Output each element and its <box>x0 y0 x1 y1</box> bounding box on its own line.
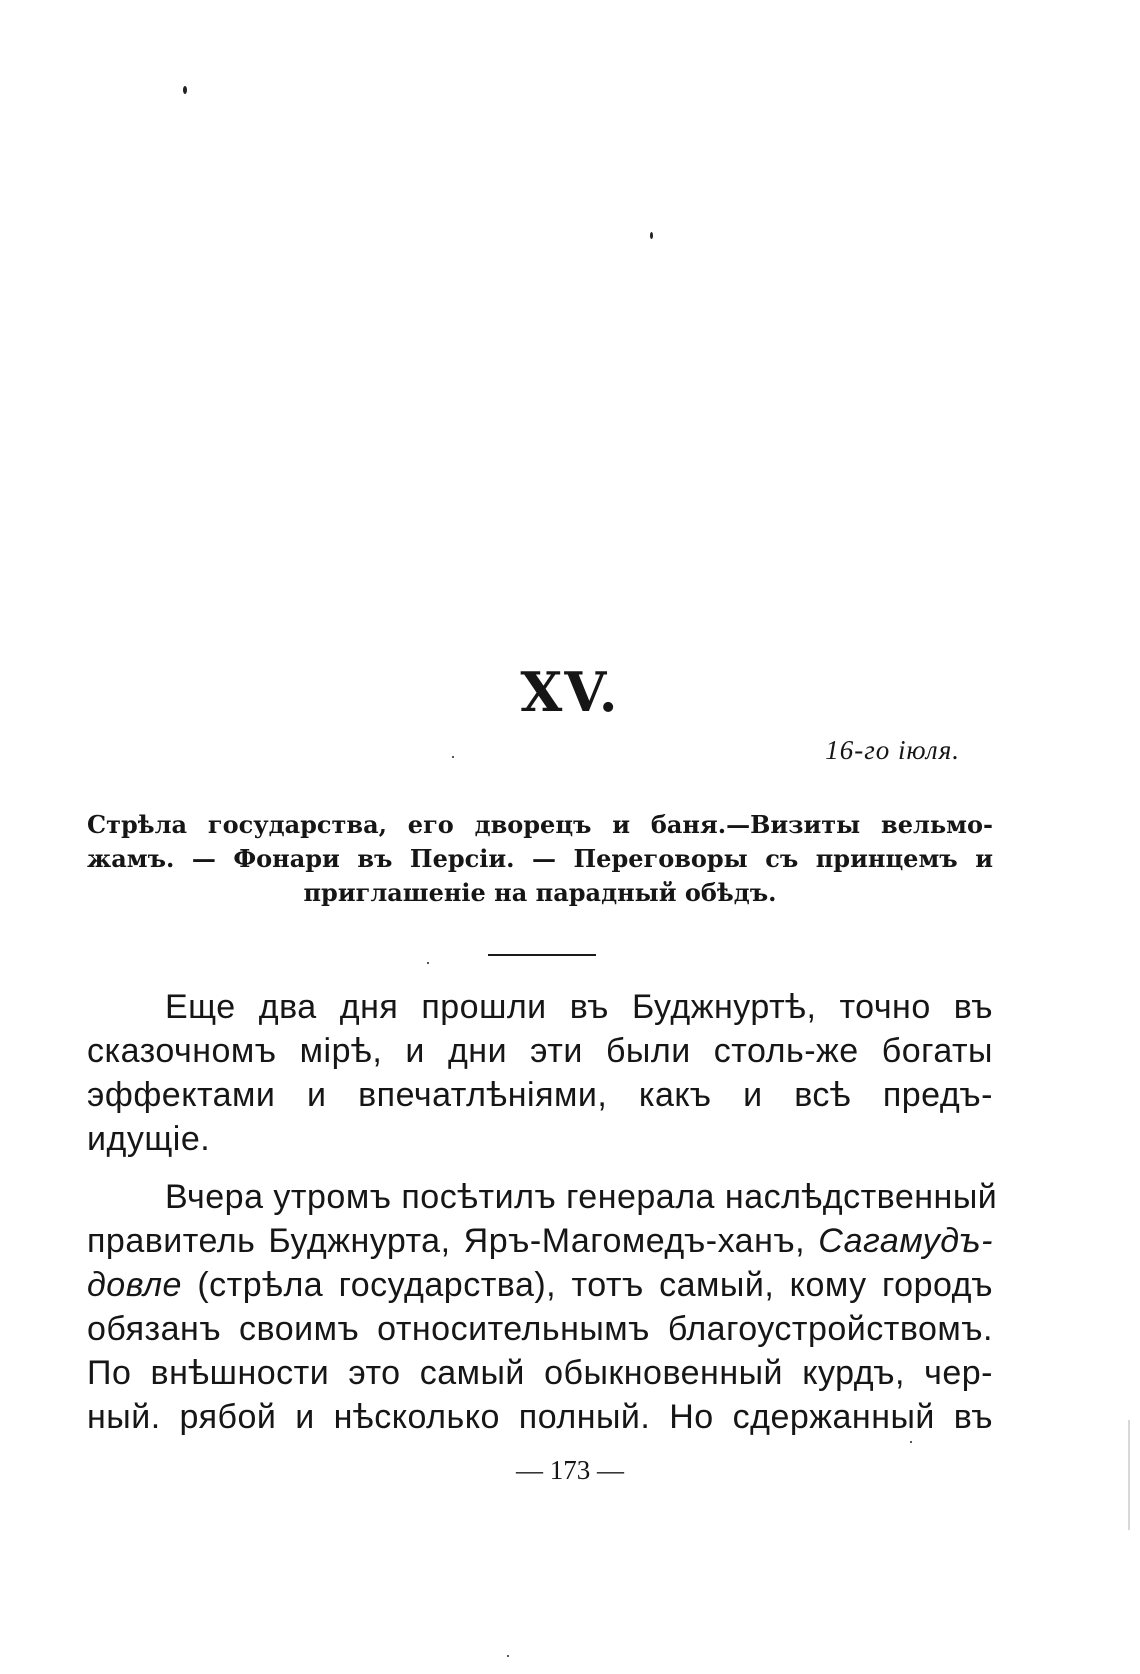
ink-speck <box>910 1441 912 1443</box>
page-number: — 173 — <box>516 1455 624 1485</box>
text-line: ный. рябой и нѣсколько полный. Но сдержанный въ <box>87 1398 993 1436</box>
ink-speck <box>507 1655 509 1657</box>
text-segment: (стрѣла государства), тотъ самый, кому городъ <box>181 1266 993 1304</box>
ink-speck <box>650 232 653 239</box>
text-line: идущіе. <box>87 1120 211 1158</box>
text-line: Еще два дня прошли въ Буджнуртѣ, точно въ <box>165 988 993 1026</box>
paragraph-1 <box>87 985 993 1161</box>
chapter-summary <box>87 808 993 910</box>
section-divider <box>488 954 596 956</box>
summary-line: приглашеніе на парадный обѣдъ. <box>303 878 777 907</box>
body-text <box>87 985 998 1439</box>
text-line: сказочномъ мірѣ, и дни эти были столь-же богаты <box>87 1032 993 1070</box>
text-line: По внѣшности это самый обыкновенный курдъ, чер- <box>87 1354 993 1392</box>
text-line <box>87 1219 993 1263</box>
text-line: обязанъ своимъ относительнымъ благоустройствомъ. <box>87 1310 993 1348</box>
text-line: Вчера утромъ посѣтилъ генерала наслѣдственный <box>165 1178 998 1216</box>
summary-line: Стрѣла государства, его дворецъ и баня.—Визиты вельмо- <box>87 810 993 839</box>
text-line <box>87 1263 993 1307</box>
ink-speck <box>427 962 429 964</box>
text-segment: правитель Буджнурта, Яръ-Магомедъ-ханъ, <box>87 1222 819 1260</box>
italic-term: Сагамудъ- <box>818 1222 993 1260</box>
paragraph-gap <box>87 1161 993 1175</box>
ink-speck <box>183 86 187 94</box>
chapter-date: 16-го іюля. <box>825 735 960 765</box>
italic-term: довле <box>87 1266 182 1304</box>
chapter-number: XV. <box>520 660 620 724</box>
summary-line: жамъ. — Фонари въ Персіи. — Переговоры съ принцемъ и <box>87 844 993 873</box>
ink-speck <box>452 756 454 758</box>
text-line: эффектами и впечатлѣніями, какъ и всѣ предъ- <box>87 1076 993 1114</box>
paragraph-2 <box>87 1175 998 1439</box>
